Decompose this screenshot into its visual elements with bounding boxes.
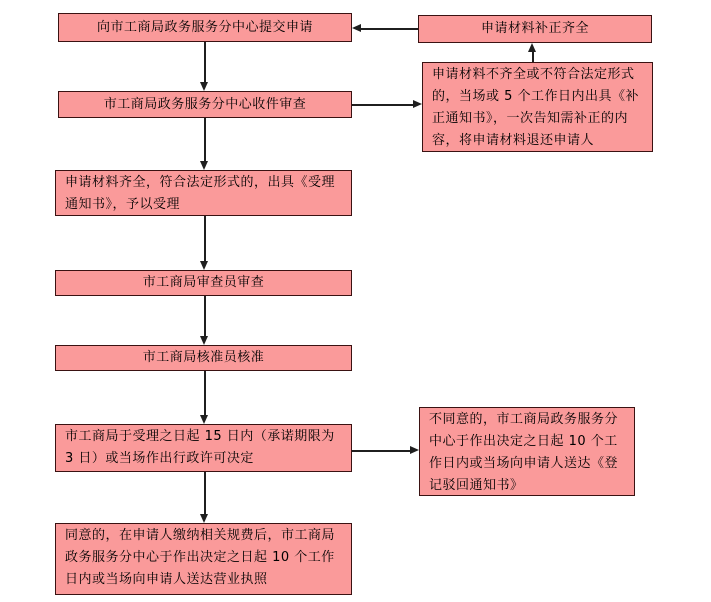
node-issue-license: 同意的，在申请人缴纳相关规费后，市工商局政务服务分中心于作出决定之日起 10 个工作日内或当场向申请人送达营业执照 — [55, 523, 352, 595]
node-intake-review: 市工商局政务服务分中心收件审查 — [58, 91, 352, 118]
node-rejection-notice: 不同意的，市工商局政务服务分中心于作出决定之日起 10 个工作日内或当场向申请人送达《登记驳回通知书》 — [419, 407, 635, 496]
arrow-line — [204, 118, 206, 161]
node-approver-approval: 市工商局核准员核准 — [55, 345, 352, 371]
arrow-head-down-icon — [200, 261, 208, 270]
node-examiner-review: 市工商局审查员审查 — [55, 270, 352, 296]
arrow-head-right-icon — [413, 100, 422, 108]
arrow-head-left-icon — [352, 24, 361, 32]
node-submit-application: 向市工商局政务服务分中心提交申请 — [58, 13, 352, 42]
arrow-line — [204, 472, 206, 514]
arrow-head-up-icon — [528, 43, 536, 52]
arrow-head-down-icon — [200, 514, 208, 523]
arrow-head-down-icon — [200, 336, 208, 345]
arrow-head-down-icon — [200, 415, 208, 424]
node-decision-deadline: 市工商局于受理之日起 15 日内（承诺期限为 3 日）或当场作出行政许可决定 — [55, 424, 352, 472]
arrow-line — [204, 216, 206, 261]
arrow-line — [204, 296, 206, 336]
arrow-head-down-icon — [200, 161, 208, 170]
arrow-line — [352, 104, 413, 106]
node-acceptance-notice: 申请材料齐全，符合法定形式的，出具《受理通知书》，予以受理 — [55, 170, 352, 216]
arrow-head-right-icon — [410, 446, 419, 454]
node-supplement-notice: 申请材料不齐全或不符合法定形式的，当场或 5 个工作日内出具《补正通知书》，一次告知需补正的内容，将申请材料退还申请人 — [422, 62, 653, 152]
arrow-line — [361, 28, 418, 30]
arrow-line — [204, 42, 206, 82]
arrow-line — [204, 371, 206, 415]
arrow-line — [532, 52, 534, 62]
arrow-head-down-icon — [200, 82, 208, 91]
node-supplement-complete: 申请材料补正齐全 — [418, 15, 652, 43]
arrow-line — [352, 450, 410, 452]
